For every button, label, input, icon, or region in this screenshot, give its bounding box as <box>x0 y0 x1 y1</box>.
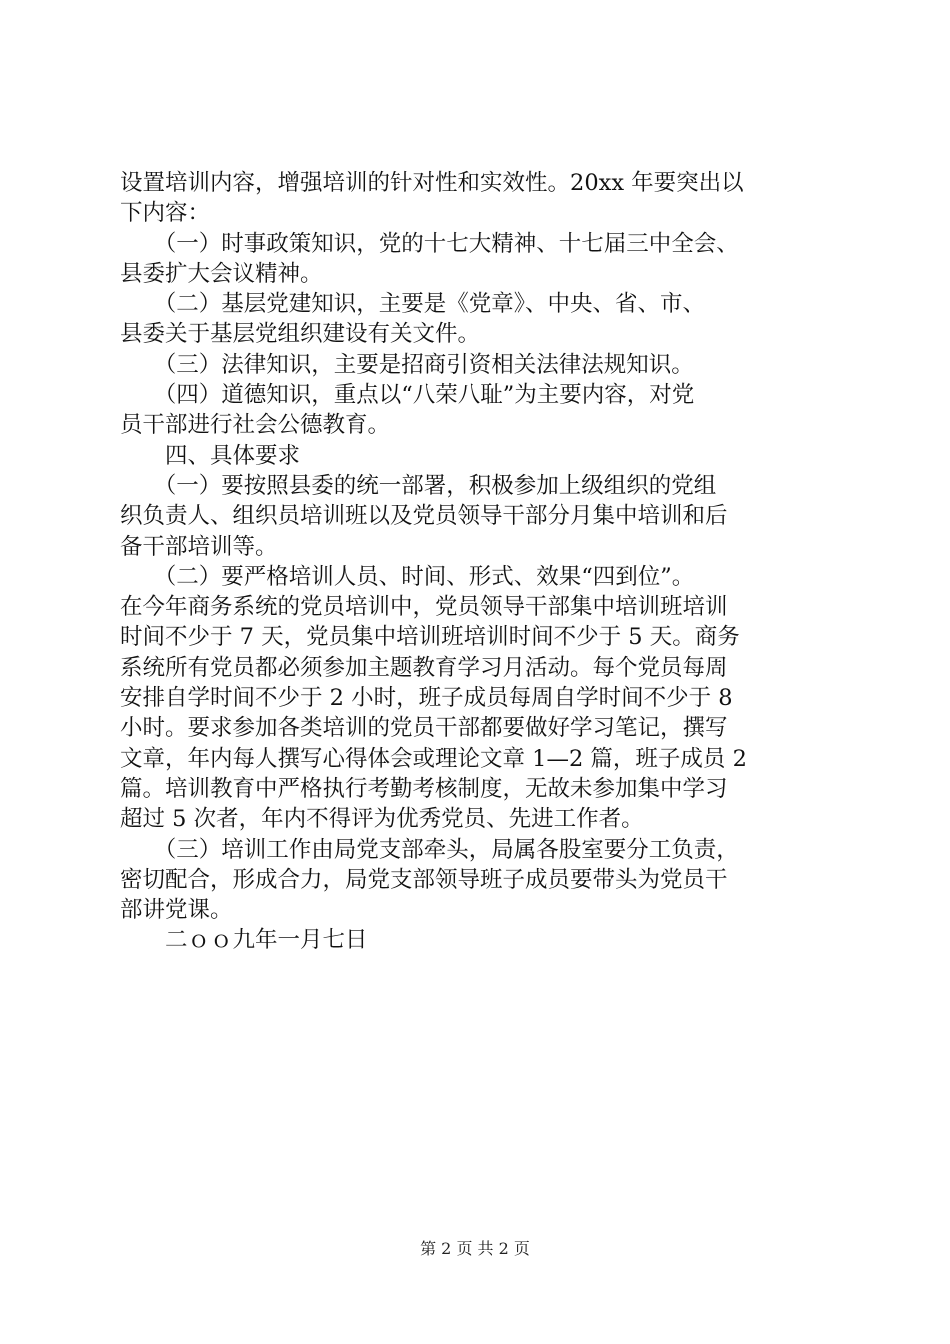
body-line: 安排自学时间不少于 2 小时，班子成员每周自学时间不少于 8 <box>120 685 733 712</box>
body-line: 超过 5 次者，年内不得评为优秀党员、先进工作者。 <box>120 806 644 833</box>
body-line: （三）法律知识，主要是招商引资相关法律法规知识。 <box>120 351 694 378</box>
body-line: （二）基层党建知识，主要是《党章》、中央、省、市、 <box>120 291 706 318</box>
body-line: 备干部培训等。 <box>120 533 278 560</box>
body-line: 下内容： <box>120 200 211 227</box>
body-line: 系统所有党员都必须参加主题教育学习月活动。每个党员每周 <box>120 654 728 681</box>
body-line: 县委关于基层党组织建设有关文件。 <box>120 321 481 348</box>
body-line: 员干部进行社会公德教育。 <box>120 412 391 439</box>
body-line: 篇。培训教育中严格执行考勤考核制度，无故未参加集中学习 <box>120 775 728 802</box>
body-line: 小时。要求参加各类培训的党员干部都要做好学习笔记，撰写 <box>120 715 728 742</box>
body-line: （三）培训工作由局党支部牵头，局属各股室要分工负责， <box>120 836 739 863</box>
body-line: 县委扩大会议精神。 <box>120 260 323 287</box>
body-line: 织负责人、组织员培训班以及党员领导干部分月集中培训和后 <box>120 503 728 530</box>
document-body <box>120 168 830 956</box>
body-line: （二）要严格培训人员、时间、形式、效果“四到位”。 <box>120 563 695 590</box>
body-line: 二ｏｏ九年一月七日 <box>120 927 368 954</box>
page-footer: 第 2 页 共 2 页 <box>420 1239 530 1258</box>
body-line: （一）时事政策知识，党的十七大精神、十七届三中全会、 <box>120 230 739 257</box>
body-line: 密切配合，形成合力，局党支部领导班子成员要带头为党员干 <box>120 866 728 893</box>
body-line: 在今年商务系统的党员培训中，党员领导干部集中培训班培训 <box>120 594 728 621</box>
body-line: 时间不少于 7 天，党员集中培训班培训时间不少于 5 天。商务 <box>120 624 740 651</box>
body-line: （四）道德知识，重点以“八荣八耻”为主要内容，对党 <box>120 382 695 409</box>
body-line: 四、具体要求 <box>120 442 301 469</box>
body-line: 设置培训内容，增强培训的针对性和实效性。20xx 年要突出以 <box>120 170 744 196</box>
body-line: 文章，年内每人撰写心得体会或理论文章 1—2 篇，班子成员 2 <box>120 745 747 772</box>
body-line: （一）要按照县委的统一部署，积极参加上级组织的党组 <box>120 472 717 499</box>
body-line: 部讲党课。 <box>120 897 233 924</box>
